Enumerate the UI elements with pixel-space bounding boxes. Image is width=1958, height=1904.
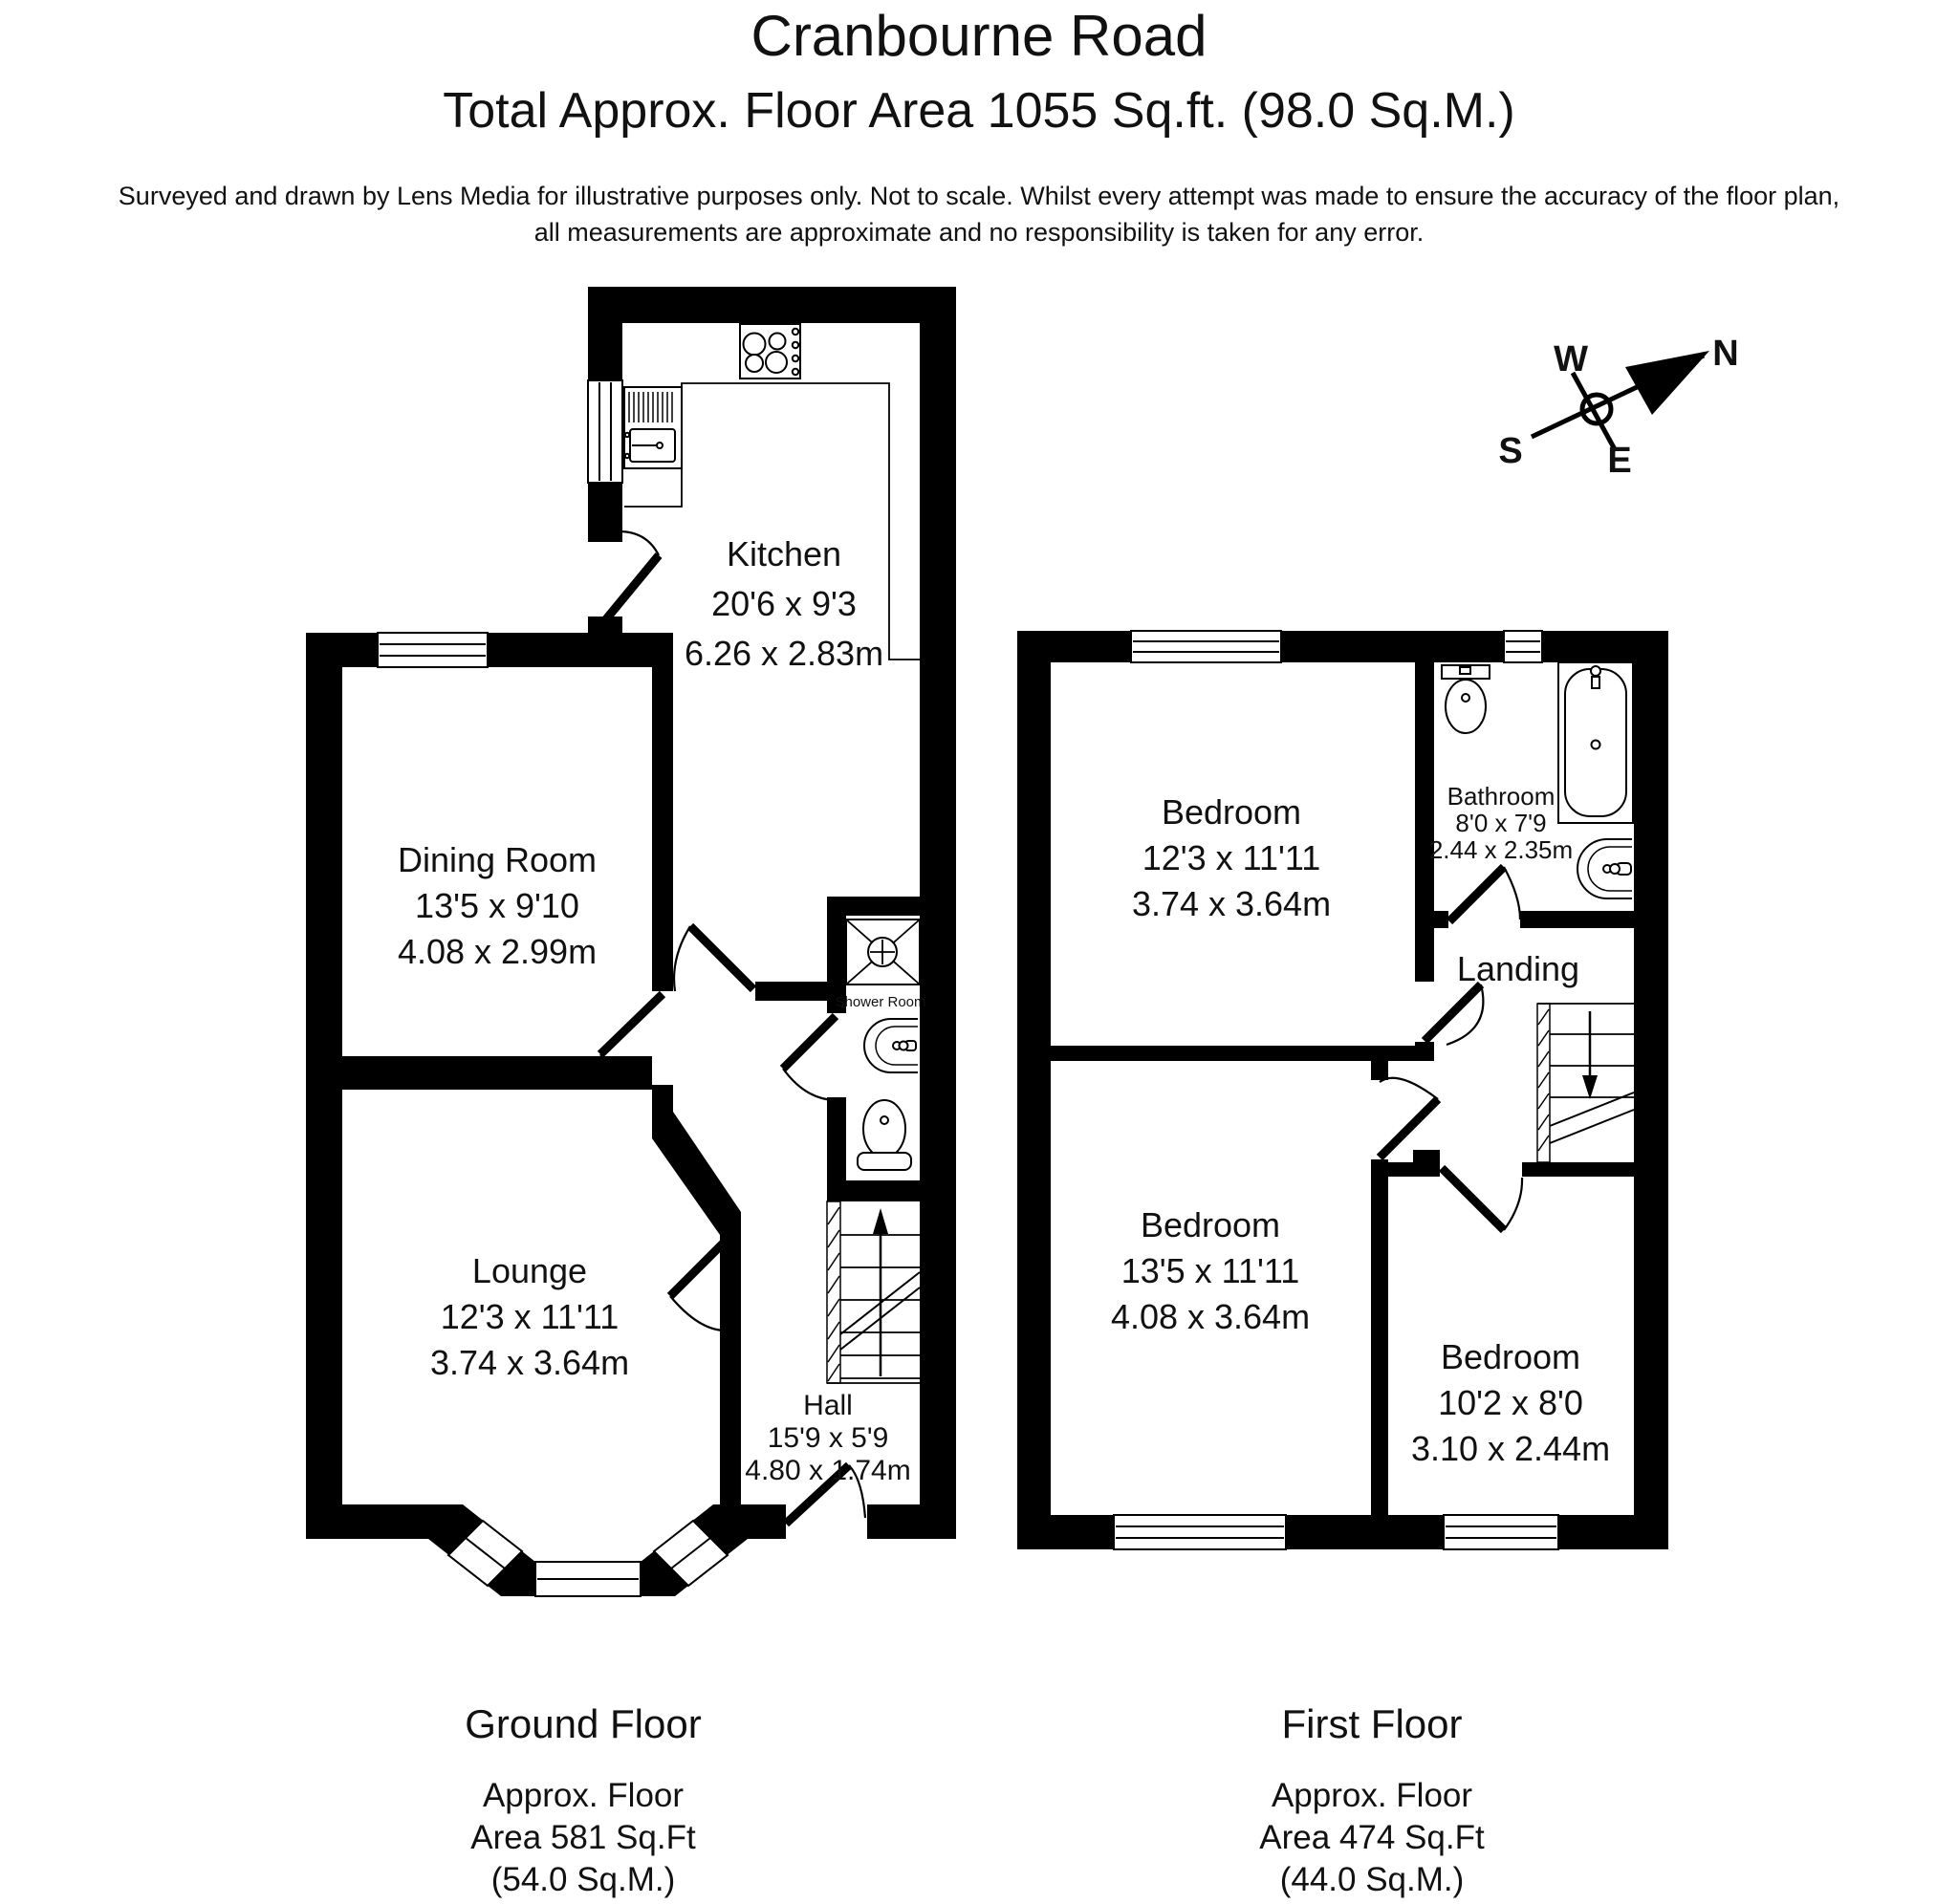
floor-area-line3: (44.0 Sq.M.) [1279, 1861, 1465, 1898]
floor-area-line2: Area 474 Sq.Ft [1259, 1819, 1485, 1856]
bathtub-icon [1558, 662, 1633, 823]
room-imperial-dims: 13'5 x 9'10 [415, 886, 579, 925]
room-name: Kitchen [726, 534, 842, 573]
compass-e-label: E [1607, 441, 1632, 481]
first-floor-stairs [1537, 1004, 1634, 1162]
bedroom-front-door [1425, 984, 1483, 1045]
floor-name: Ground Floor [465, 1701, 702, 1746]
stairs-stringer [1537, 1004, 1550, 1162]
floor-footers [465, 1701, 1485, 1898]
disclaimer-line-2: all measurements are approximate and no responsibility is taken for any error. [533, 218, 1425, 247]
header [119, 4, 1839, 247]
room-name: Bedroom [1440, 1337, 1581, 1376]
bedroom-front-window [1131, 631, 1281, 662]
bedroom-small-door [1442, 1168, 1522, 1230]
kitchen-label [685, 534, 883, 673]
bedroom-front-label [1132, 792, 1331, 923]
kitchen-window [588, 380, 622, 483]
compass-rose [1498, 334, 1738, 481]
floor-area-line3: (54.0 Sq.M.) [490, 1861, 676, 1898]
wall-segment [1415, 662, 1434, 982]
bedroom-small-window [1444, 1515, 1558, 1549]
page-subtitle: Total Approx. Floor Area 1055 Sq.ft. (98.0 Sq.M.) [443, 83, 1515, 139]
room-metric-dims: 3.10 x 2.44m [1410, 1429, 1611, 1468]
kitchen-lobby-door [674, 926, 753, 991]
dining-room-window [378, 633, 488, 667]
first-floor-labels [1111, 782, 1610, 1468]
lounge-door [670, 1243, 726, 1331]
room-imperial-dims: 12'3 x 11'11 [1142, 838, 1321, 877]
wall-segment [827, 1097, 846, 1180]
bedroom-small-label [1411, 1337, 1610, 1468]
bathroom-basin-icon [1577, 839, 1632, 898]
shower-basin-icon [864, 1019, 918, 1072]
bathroom-label [1429, 782, 1573, 864]
wall-segment [652, 1085, 673, 1112]
north-arrow-icon [1625, 351, 1709, 415]
ground-floor-footer [465, 1701, 701, 1898]
room-imperial-dims: 10'2 x 8'0 [1438, 1383, 1583, 1422]
shower-tray-icon [846, 920, 920, 984]
wall-segment [713, 1504, 786, 1539]
room-metric-dims: 3.74 x 3.64m [1131, 884, 1332, 923]
bedroom-rear-window [1114, 1515, 1286, 1549]
dining-room-label [398, 840, 597, 971]
wall-segment [488, 633, 673, 667]
room-name: Hall [803, 1390, 853, 1421]
shower-toilet-icon [858, 1100, 911, 1170]
wall-segment [867, 1504, 956, 1539]
wall-segment [588, 287, 956, 323]
room-metric-dims: 4.08 x 3.64m [1110, 1297, 1311, 1336]
room-metric-dims: 3.74 x 3.64m [429, 1343, 630, 1382]
kitchen-door [605, 531, 659, 620]
wall-segment [306, 1504, 428, 1539]
wall-segment [1522, 1162, 1634, 1177]
kitchen-sink-icon [624, 387, 682, 468]
room-imperial-dims: 12'3 x 11'11 [440, 1297, 620, 1336]
floor-area-line1: Approx. Floor [1271, 1777, 1473, 1814]
bedroom-rear-door [1380, 1078, 1438, 1158]
wall-segment [1371, 1159, 1388, 1515]
wall-segment [652, 667, 673, 991]
floor-area-line1: Approx. Floor [482, 1777, 685, 1814]
hall-label [745, 1390, 910, 1486]
room-metric-dims: 2.44 x 2.35m [1428, 835, 1574, 864]
wall-segment [1413, 1150, 1440, 1177]
toilet-icon [1442, 665, 1490, 733]
wall-segment [1434, 911, 1448, 928]
room-name: Bedroom [1140, 1205, 1281, 1244]
wall-segment [1286, 1515, 1444, 1549]
wall-segment [1520, 911, 1634, 928]
ground-floor-plan [306, 287, 956, 1596]
room-name: Bathroom [1447, 782, 1556, 811]
disclaimer-line-1: Surveyed and drawn by Lens Media for illustrative purposes only. Not to scale. Whilst every attempt was made to ensure the accuracy of the floor plan, [118, 182, 1840, 210]
room-imperial-dims: 15'9 x 5'9 [767, 1422, 889, 1454]
room-name: Lounge [471, 1251, 588, 1290]
stairs-down-arrow-icon [1582, 1075, 1598, 1099]
room-imperial-dims: 8'0 x 7'9 [1455, 809, 1547, 837]
wall-segment [306, 1056, 652, 1090]
landing-label: Landing [1456, 949, 1580, 988]
wall-segment [827, 897, 956, 916]
stairs-up-arrow-icon [873, 1208, 888, 1234]
floor-area-line2: Area 581 Sq.Ft [470, 1819, 696, 1856]
compass-s-label: S [1498, 431, 1523, 471]
shower-room-label: Shower Room [835, 994, 926, 1010]
wall-segment [1558, 1515, 1668, 1549]
stairs-break-lines [1550, 1093, 1634, 1143]
wall-segment [1281, 631, 1504, 662]
first-floor-plan [1017, 631, 1668, 1549]
wall-segment [755, 982, 827, 1001]
wall-segment [1017, 1515, 1114, 1549]
hob-icon [740, 324, 800, 379]
ground-floor-stairs [827, 1201, 920, 1383]
wall-segment [1388, 1162, 1413, 1177]
floor-name: First Floor [1281, 1701, 1463, 1746]
lounge-label [430, 1251, 629, 1382]
first-floor-footer [1259, 1701, 1485, 1898]
room-imperial-dims: 13'5 x 11'11 [1120, 1251, 1300, 1290]
room-metric-dims: 4.80 x 1.74m [745, 1455, 911, 1486]
wall-segment [1634, 631, 1668, 1549]
room-imperial-dims: 20'6 x 9'3 [711, 584, 857, 623]
page-title: Cranbourne Road [751, 4, 1207, 68]
room-name: Dining Room [397, 840, 598, 879]
wall-segment-diagonal [652, 1112, 741, 1235]
compass-w-label: W [1554, 339, 1588, 379]
room-metric-dims: 6.26 x 2.83m [684, 634, 884, 673]
wall-segment [1371, 1046, 1388, 1080]
compass-n-label: N [1712, 334, 1739, 374]
wall-segment [827, 1180, 956, 1201]
bathroom-window [1504, 631, 1542, 662]
wall-segment [588, 287, 622, 380]
wall-segment [1017, 631, 1051, 1549]
room-name: Bedroom [1161, 792, 1302, 832]
bedroom-rear-label [1111, 1205, 1310, 1336]
wall-segment [720, 1235, 741, 1504]
shower-room-door [783, 1016, 837, 1100]
bathroom-door [1449, 867, 1520, 921]
wall-segment [588, 483, 622, 542]
room-metric-dims: 4.08 x 2.99m [397, 932, 598, 971]
